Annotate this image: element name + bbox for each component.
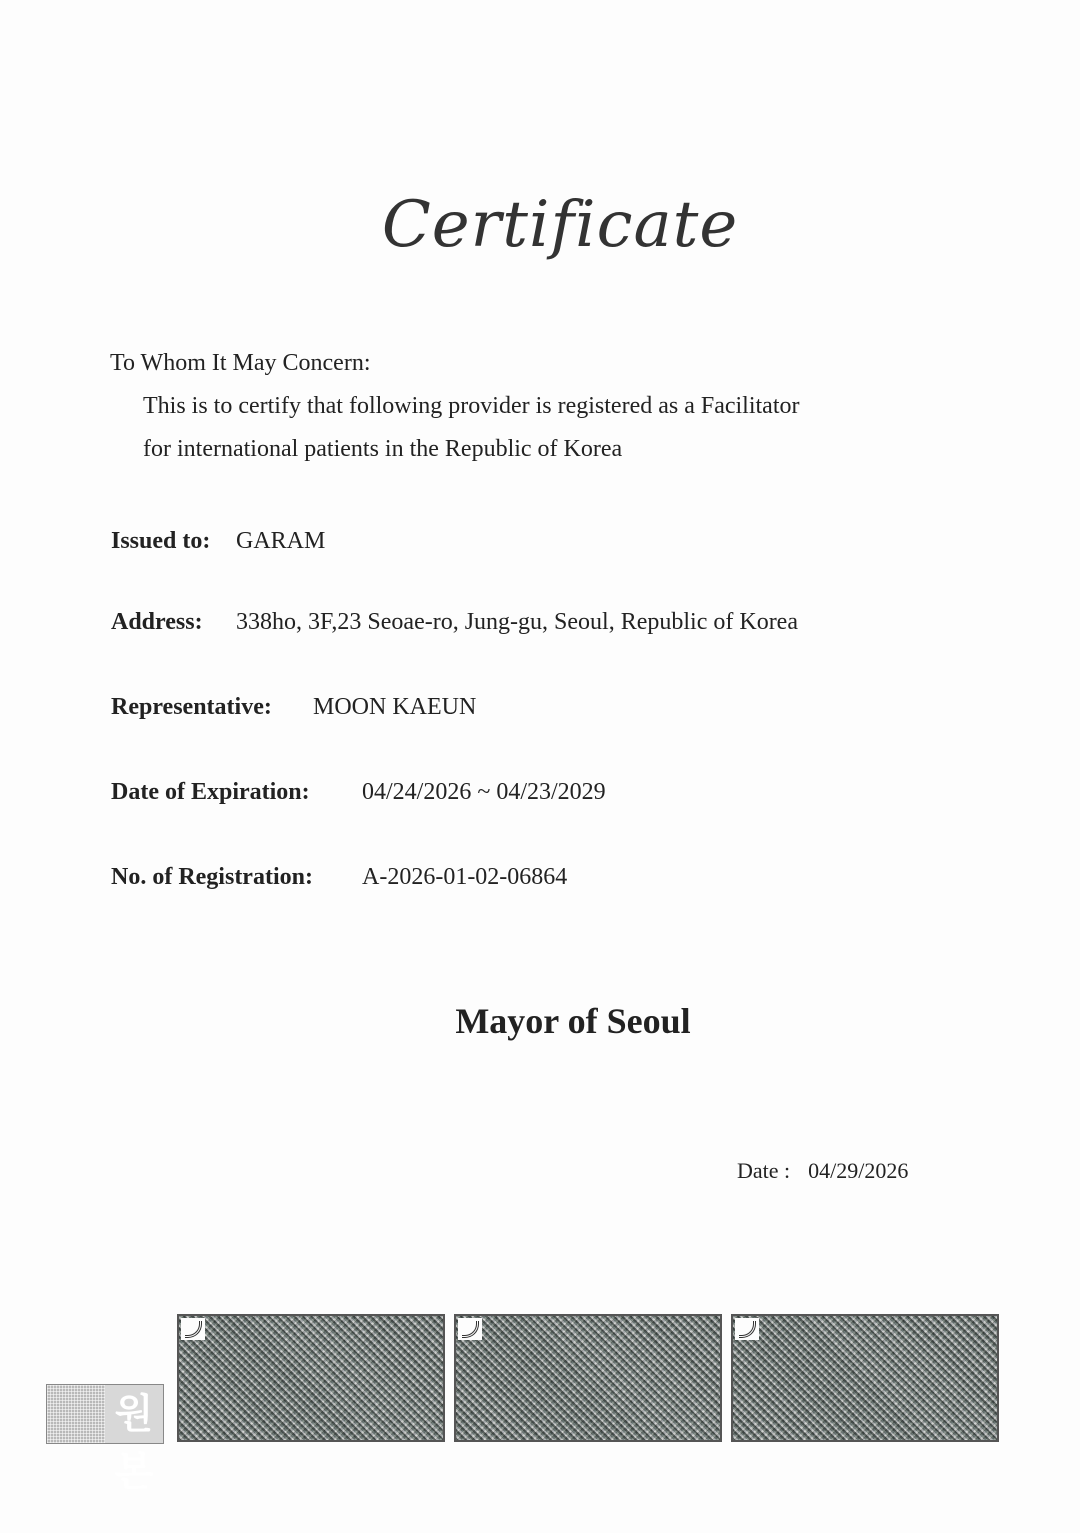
registration-label: No. of Registration: <box>111 864 313 890</box>
registration-value: A-2026-01-02-06864 <box>362 864 568 890</box>
original-stamp <box>46 1384 164 1495</box>
barcode-corner-icon <box>458 1318 482 1340</box>
address-value: 338ho, 3F,23 Seoae-ro, Jung-gu, Seoul, Republic of Korea <box>236 609 798 635</box>
issue-date <box>737 1158 908 1184</box>
salutation: To Whom It May Concern: <box>110 350 371 376</box>
issued-to-label: Issued to: <box>111 528 211 554</box>
address-field <box>111 609 798 636</box>
expiration-value: 04/24/2026 ~ 04/23/2029 <box>362 779 606 805</box>
registration-field <box>111 864 567 891</box>
issued-to-value: GARAM <box>236 528 326 554</box>
expiration-label: Date of Expiration: <box>111 779 310 805</box>
issuer-name: Mayor of Seoul <box>455 1001 691 1041</box>
expiration-field <box>111 779 606 806</box>
issue-date-label: Date : <box>737 1158 791 1183</box>
issue-date-value: 04/29/2026 <box>808 1158 909 1183</box>
2d-barcode-3 <box>731 1314 999 1442</box>
barcode-corner-icon <box>735 1318 759 1340</box>
address-label: Address: <box>111 609 203 635</box>
2d-barcode-1 <box>177 1314 445 1442</box>
2d-barcode-2 <box>454 1314 722 1442</box>
body-line-2: for international patients in the Republic of Korea <box>143 436 623 462</box>
barcode-corner-icon <box>181 1318 205 1340</box>
representative-field <box>111 694 476 721</box>
body-line-1: This is to certify that following provider is registered as a Facilitator <box>143 393 800 419</box>
representative-value: MOON KAEUN <box>313 694 477 720</box>
stamp-glyph: 원본 <box>105 1385 163 1443</box>
representative-label: Representative: <box>111 694 272 720</box>
stamp-dot-pattern <box>47 1385 105 1443</box>
issued-to-field <box>111 528 325 555</box>
certificate-title: Certificate <box>381 188 739 262</box>
